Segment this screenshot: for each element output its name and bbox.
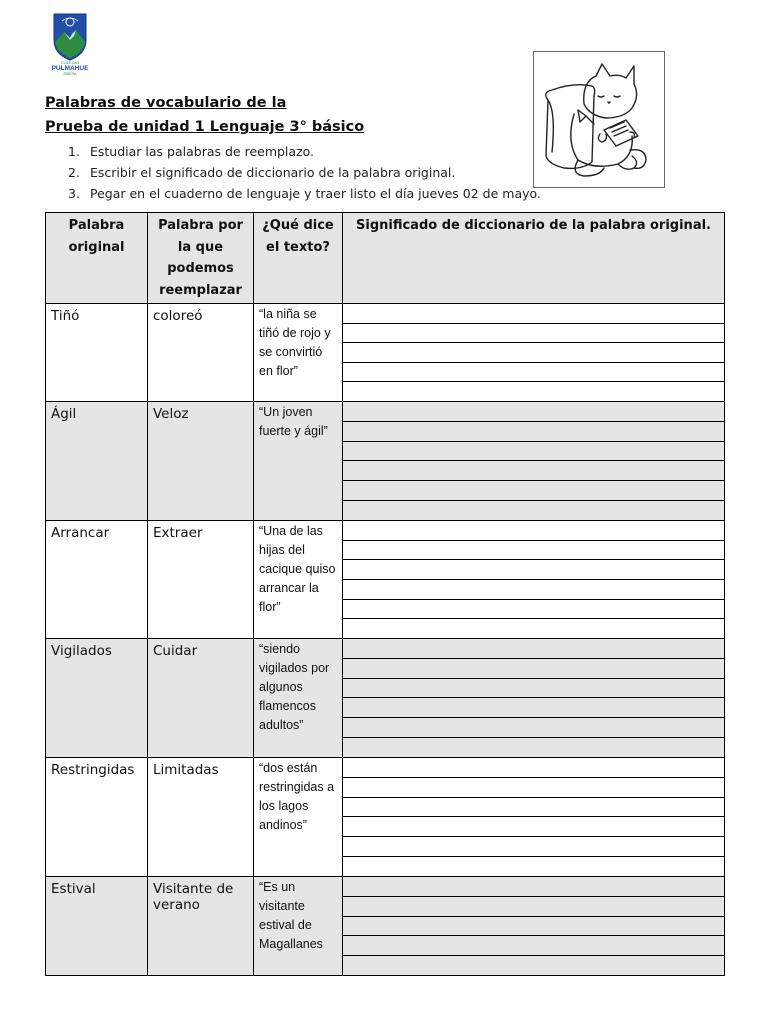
text-quote-cell: “Una de las hijas del cacique quiso arrancar la flor” (254, 521, 343, 639)
writing-line[interactable] (343, 758, 724, 778)
meaning-writing-lines[interactable] (343, 877, 725, 976)
replacement-word-cell: Limitadas (148, 758, 254, 877)
writing-line[interactable] (343, 619, 724, 638)
writing-line[interactable] (343, 422, 724, 442)
replacement-word-cell: coloreó (148, 304, 254, 402)
instruction-item: 3. Pegar en el cuaderno de lenguaje y traer listo el día jueves 02 de mayo. (68, 186, 541, 201)
writing-line[interactable] (343, 798, 724, 818)
table-header-row (46, 213, 725, 304)
writing-line[interactable] (343, 956, 724, 975)
vocabulary-table (45, 212, 725, 976)
writing-line[interactable] (343, 324, 724, 344)
original-word-cell: Restringidas (46, 758, 148, 877)
original-word-cell: Ágil (46, 402, 148, 521)
writing-line[interactable] (343, 679, 724, 699)
writing-line[interactable] (343, 639, 724, 659)
writing-line[interactable] (343, 461, 724, 481)
document-title-line-1: Palabras de vocabulario de la (45, 95, 287, 111)
logo-top-text: COLEGIO (60, 60, 80, 65)
writing-line[interactable] (343, 304, 724, 324)
writing-line[interactable] (343, 363, 724, 383)
writing-line[interactable] (343, 541, 724, 561)
original-word-cell: Vigilados (46, 639, 148, 758)
writing-line[interactable] (343, 936, 724, 956)
text-quote-cell: “Un joven fuerte y ágil” (254, 402, 343, 521)
header-original-word: Palabra original (46, 213, 148, 304)
instruction-item: 2. Escribir el significado de diccionario de la palabra original. (68, 165, 456, 180)
header-text-quote: ¿Qué dice el texto? (254, 213, 343, 304)
meaning-writing-lines[interactable] (343, 304, 725, 402)
replacement-word-cell: Cuidar (148, 639, 254, 758)
table-row (46, 304, 725, 402)
table-row (46, 639, 725, 758)
writing-line[interactable] (343, 877, 724, 897)
writing-line[interactable] (343, 837, 724, 857)
text-quote-cell: “la niña se tiñó de rojo y se convirtió en flor” (254, 304, 343, 402)
header-dictionary-meaning: Significado de diccionario de la palabra original. (343, 213, 725, 304)
writing-line[interactable] (343, 481, 724, 501)
writing-line[interactable] (343, 580, 724, 600)
table-row (46, 877, 725, 976)
meaning-writing-lines[interactable] (343, 639, 725, 758)
text-quote-cell: “Es un visitante estival de Magallanes (254, 877, 343, 976)
table-row (46, 758, 725, 877)
text-quote-cell: “dos están restringidas a los lagos andinos” (254, 758, 343, 877)
school-logo (42, 10, 98, 76)
original-word-cell: Tiñó (46, 304, 148, 402)
logo-name: PULMAHUE (51, 65, 89, 72)
table-row (46, 402, 725, 521)
replacement-word-cell: Visitante de verano (148, 877, 254, 976)
logo-bottom-text: RIBERA (63, 72, 77, 76)
writing-line[interactable] (343, 659, 724, 679)
writing-line[interactable] (343, 560, 724, 580)
text-quote-cell: “siendo vigilados por algunos flamencos adultos” (254, 639, 343, 758)
writing-line[interactable] (343, 897, 724, 917)
table-row (46, 521, 725, 639)
original-word-cell: Estival (46, 877, 148, 976)
writing-line[interactable] (343, 600, 724, 620)
instructions-list (68, 141, 541, 204)
instruction-item: 1. Estudiar las palabras de reemplazo. (68, 144, 315, 159)
document-title-line-2: Prueba de unidad 1 Lenguaje 3° básico (45, 119, 365, 135)
writing-line[interactable] (343, 778, 724, 798)
writing-line[interactable] (343, 698, 724, 718)
meaning-writing-lines[interactable] (343, 758, 725, 877)
cat-reading-illustration (533, 51, 665, 188)
writing-line[interactable] (343, 817, 724, 837)
header-replacement-word: Palabra por la que podemos reemplazar (148, 213, 254, 304)
writing-line[interactable] (343, 521, 724, 541)
meaning-writing-lines[interactable] (343, 521, 725, 639)
writing-line[interactable] (343, 738, 724, 757)
writing-line[interactable] (343, 343, 724, 363)
writing-line[interactable] (343, 382, 724, 401)
writing-line[interactable] (343, 718, 724, 738)
writing-line[interactable] (343, 857, 724, 876)
writing-line[interactable] (343, 917, 724, 937)
writing-line[interactable] (343, 402, 724, 422)
writing-line[interactable] (343, 501, 724, 520)
replacement-word-cell: Veloz (148, 402, 254, 521)
meaning-writing-lines[interactable] (343, 402, 725, 521)
original-word-cell: Arrancar (46, 521, 148, 639)
writing-line[interactable] (343, 442, 724, 462)
replacement-word-cell: Extraer (148, 521, 254, 639)
